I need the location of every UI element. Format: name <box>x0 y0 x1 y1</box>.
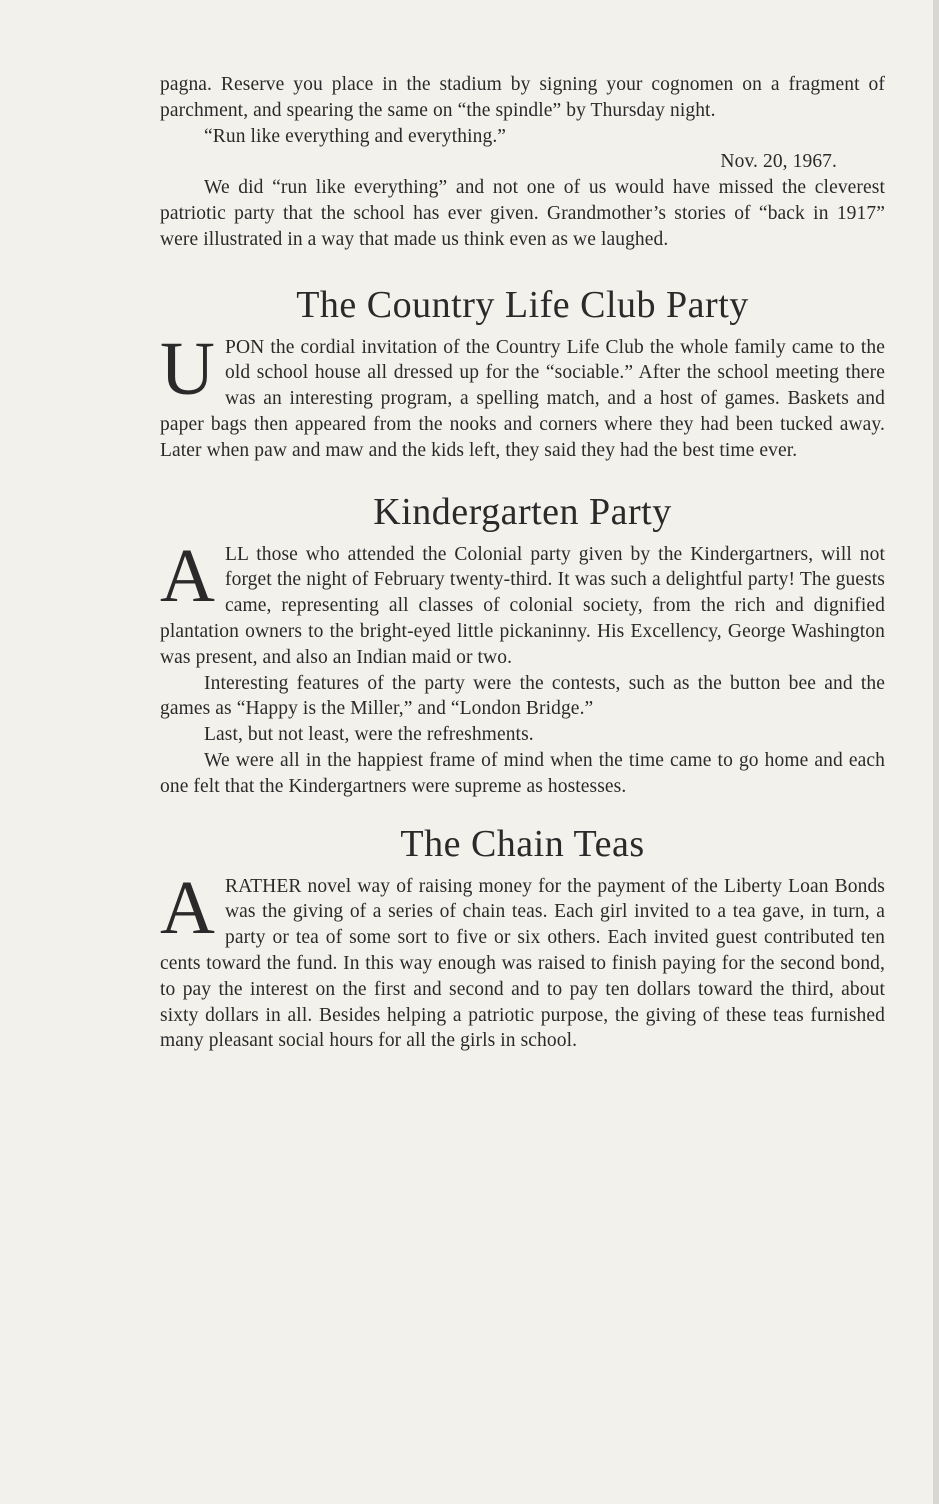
chain-teas-body: RATHER novel way of raising money for the payment of the Liberty Loan Bonds was the giving of a series of chain teas. Each girl invited to a tea gave, in turn, a party or tea of some sort to five or six others. Each invited guest contributed ten cents toward the fund. In this way enough was raised to finish paying for the second bond, to pay the interest on the first and second and to pay ten dollars toward the third, about sixty dollars in all. Besides helping a patriotic purpose, the giving of these teas furnished many pleasant social hours for all the girls in school. <box>160 875 885 1052</box>
chain-teas-heading: The Chain Teas <box>400 822 645 865</box>
country-life-body: PON the cordial invitation of the Country Life Club the whole family came to the old school house all dressed up for the “sociable.” After the school meeting there was an interesting program, a spelling match, and a host of games. Baskets and paper bags then appeared from the nooks and corners where they had been tucked away. Later when paw and maw and the kids left, they said they had the best time ever. <box>160 336 885 461</box>
kindergarten-paragraph-2: Interesting features of the party were the contests, such as the button bee and the games as “Happy is the Miller,” and “London Bridge.” <box>160 672 885 720</box>
country-life-dropcap: U <box>160 326 215 411</box>
intro-date: Nov. 20, 1967. <box>720 151 837 173</box>
country-life-heading: The Country Life Club Party <box>296 283 749 326</box>
kindergarten-section <box>160 533 885 800</box>
kindergarten-paragraph-4: We were all in the happiest frame of mind when the time came to go home and each one felt that the Kindergartners were supreme as hostesses. <box>160 749 885 797</box>
kindergarten-paragraph-3: Last, but not least, were the refreshments. <box>204 724 534 746</box>
intro-paragraph-1: pagna. Reserve you place in the stadium by signing your cognomen on a fragment of parchment, and spearing the same on “the spindle” by Thursday night. <box>160 74 885 121</box>
document-page <box>160 72 885 1054</box>
kindergarten-body: LL those who attended the Colonial party given by the Kindergartners, will not forget the night of February twenty-third. It was such a delightful party! The guests came, representing all classes of colonial society, from the rich and dignified plantation owners to the bright-eyed little pickaninny. His Excellency, George Washington was present, and also an Indian maid or two. <box>160 543 885 668</box>
intro-quote: “Run like everything and everything.” <box>204 125 507 147</box>
intro-paragraph-3: We did “run like everything” and not one of us would have missed the cleverest patriotic party that the school has ever given. Grandmother’s stories of “back in 1917” were illustrated in a way that made us think even as we laughed. <box>160 177 885 250</box>
chain-teas-dropcap: A <box>160 865 215 950</box>
chain-teas-section <box>160 865 885 1055</box>
kindergarten-heading: Kindergarten Party <box>373 490 672 533</box>
kindergarten-dropcap: A <box>160 533 215 618</box>
page-edge-shadow <box>933 0 939 1504</box>
country-life-section <box>160 326 885 464</box>
